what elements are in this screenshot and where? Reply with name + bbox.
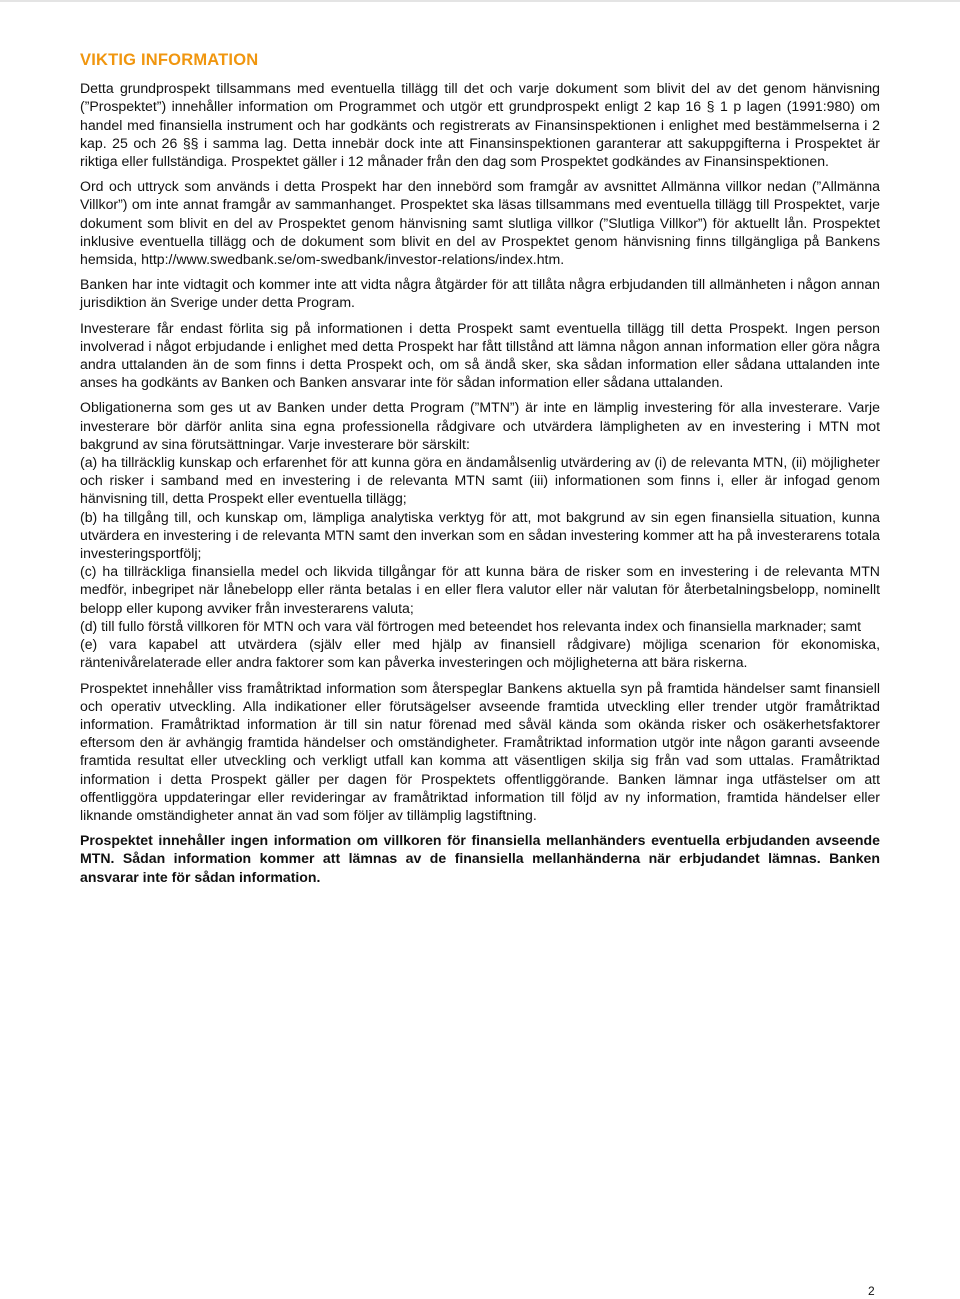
- document-page: [80, 51, 880, 893]
- suitability-intro: Obligationerna som ges ut av Banken under detta Program (”MTN”) är inte en lämplig investering för alla investerare. Varje investerare bör därför anlita sina egna professionella rådgivare och utvärdera lämpligheten av en investering i MTN mot bakgrund av sina förutsättningar. Varje investerare bör särskilt:: [80, 399, 880, 452]
- paragraph-intermediaries-bold: Prospektet innehåller ingen information om villkoren för finansiella mellanhänders eventuella erbjudanden avseende MTN. Sådan information kommer att lämnas av de finansiella mellanhänderna när erbjudandet lämnas. Banken ansvarar inte för sådan information.: [80, 832, 880, 885]
- top-divider: [0, 0, 960, 2]
- suitability-item-d: (d) till fullo förstå villkoren för MTN och vara väl förtrogen med beteendet hos relevanta index och finansiella marknader; samt: [80, 617, 862, 634]
- suitability-item-e: (e) vara kapabel att utvärdera (själv eller med hjälp av finansiell rådgivare) möjliga scenarion för ekonomiska, räntenivårelaterade eller andra faktorer som kan påverka investeringen och möjligheterna att bära riskerna.: [80, 636, 880, 671]
- suitability-item-a: (a) ha tillräcklig kunskap och erfarenhet för att kunna göra en ändamålsenlig utvärdering av (i) de relevanta MTN, (ii) möjligheter och risker i samband med en investering i de relevanta MTN samt (iii) informationen som finns i, eller är infogad genom hänvisning till, detta Prospekt eller eventuella tillägg;: [80, 454, 880, 507]
- paragraph-terms-and-documents: Ord och uttryck som används i detta Prospekt har den innebörd som framgår av avsnittet Allmänna villkor nedan (”Allmänna Villkor”) om inte annat framgår av sammanhanget. Prospektet ska läsas tillsammans med eventuella tillägg till Prospektet, varje dokument som blivit en del av Prospektet genom hänvisning samt slutliga villkor (”Slutliga Villkor”) för aktuellt lån. Prospektet inklusive eventuella tillägg och de dokument som blivit en del av Prospektet genom hänvisning finns tillgängliga på Bankens hemsida, http://www.swedbank.se/om-swedbank/investor-relations/index.htm.: [80, 178, 880, 268]
- paragraph-suitability: [80, 398, 880, 671]
- paragraph-prospectus-approval: Detta grundprospekt tillsammans med eventuella tillägg till det och varje dokument som blivit del av det genom hänvisning (”Prospektet”) innehåller information om Programmet och utgör ett grundprospekt enligt 2 kap 16 § 1 p lagen (1991:980) om handel med finansiella instrument och har godkänts och registrerats av Finansinspektionen i enlighet med bestämmelserna i 2 kap. 25 och 26 §§ i samma lag. Detta innebär dock inte att Finansinspektionen garanterar att sakuppgifterna i Prospektet är riktiga eller fullständiga. Prospektet gäller i 12 månader från den dag som Prospektet godkändes av Finansinspektionen.: [80, 80, 880, 170]
- paragraph-forward-looking: Prospektet innehåller viss framåtriktad information som återspeglar Bankens aktuella syn på framtida händelser samt finansiell och operativ utveckling. Alla indikationer eller förutsägelser avseende framtida utveckling eller trender utgör framåtriktad information. Framåtriktad information är till sin natur förenad med såväl kända som okända risker och osäkerhetsfaktorer eftersom den är avhängig framtida händelser och omständigheter. Framåtriktad information utgör inte någon garanti avseende framtida resultat eller utveckling och verkligt utfall kan komma att väsentligen skilja sig från vad som uttalas. Framåtriktad information i detta Prospekt gäller per dagen för Prospektets offentliggörande. Banken lämnar inga utfästelser om att offentliggöra uppdateringar eller revideringar av framåtriktad information till följd av ny information, framtida händelser eller liknande omständigheter annat än vad som följer av tillämplig lagstiftning.: [80, 679, 880, 823]
- suitability-item-b: (b) ha tillgång till, och kunskap om, lämpliga analytiska verktyg för att, mot bakgrund av sin egen finansiella situation, kunna utvärdera en investering i de relevanta MTN samt den inverkan som en sådan investering kommer att ha på investerarens totala investeringsportfölj;: [80, 508, 880, 562]
- paragraph-jurisdiction: Banken har inte vidtagit och kommer inte att vidta några åtgärder för att tillåta några erbjudanden till allmänheten i någon annan jurisdiktion än Sverige under detta Program.: [80, 276, 880, 311]
- paragraph-reliance: Investerare får endast förlita sig på informationen i detta Prospekt samt eventuella tillägg till detta Prospekt. Ingen person involverad i något erbjudande i enlighet med detta Prospekt har fått tillstånd att lämna någon annan information eller göra några andra uttalanden än de som finns i detta Prospekt och, om så ändå sker, ska sådan information eller sådana uttalanden inte anses ha godkänts av Banken och Banken ansvarar inte för sådan information eller sådana uttalanden.: [80, 319, 880, 391]
- section-heading: VIKTIG INFORMATION: [80, 51, 259, 69]
- suitability-item-c: (c) ha tillräckliga finansiella medel och likvida tillgångar för att kunna bära de risker som en investering i de relevanta MTN medför, inbegripet när lånebelopp eller ränta betalas i en eller flera valutor eller när valutan för återbetalningsbelopp, nominellt belopp eller kupong avviker från investerarens valuta;: [80, 563, 880, 616]
- page-number: 2: [868, 1284, 875, 1298]
